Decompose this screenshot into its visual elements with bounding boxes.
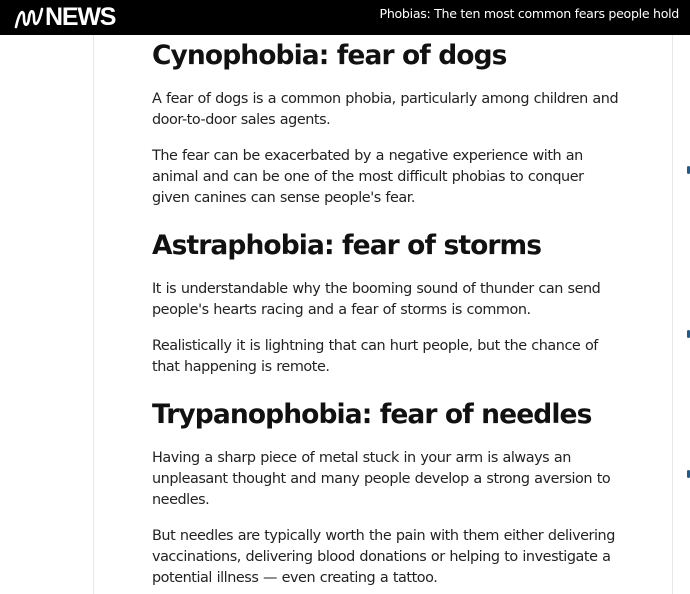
paragraph: Realistically it is lightning that can hurt people, but the chance of that happening is remote. (152, 338, 598, 375)
section-cynophobia (152, 37, 622, 209)
section-heading: Cynophobia: fear of dogs (152, 40, 507, 71)
paragraph: The fear can be exacerbated by a negative experience with an animal and can be one of the most difficult phobias to conquer given canines can sense people's fear. (152, 148, 584, 206)
site-header (0, 0, 690, 35)
article-column (93, 35, 673, 594)
section-heading: Trypanophobia: fear of needles (152, 399, 592, 430)
paragraph: Having a sharp piece of metal stuck in your arm is always an unpleasant thought and many people develop a strong aversion to needles. (152, 450, 611, 508)
abc-ribbon-icon (14, 7, 44, 29)
paragraph: But needles are typically worth the pain with them either delivering vaccinations, delivering blood donations or helping to investigate a potential illness — even creating a tattoo. (152, 528, 615, 586)
abc-news-logo-link[interactable] (14, 0, 115, 35)
section-heading: Astraphobia: fear of storms (152, 230, 542, 261)
page-title: Phobias: The ten most common fears people hold (379, 6, 679, 21)
paragraph: It is understandable why the booming sound of thunder can send people's hearts racing and a fear of storms is common. (152, 281, 601, 318)
paragraph: A fear of dogs is a common phobia, particularly among children and door-to-door sales agents. (152, 91, 619, 128)
brand-name: NEWS (45, 3, 116, 31)
section-astraphobia (152, 227, 622, 378)
section-trypanophobia (152, 396, 622, 589)
